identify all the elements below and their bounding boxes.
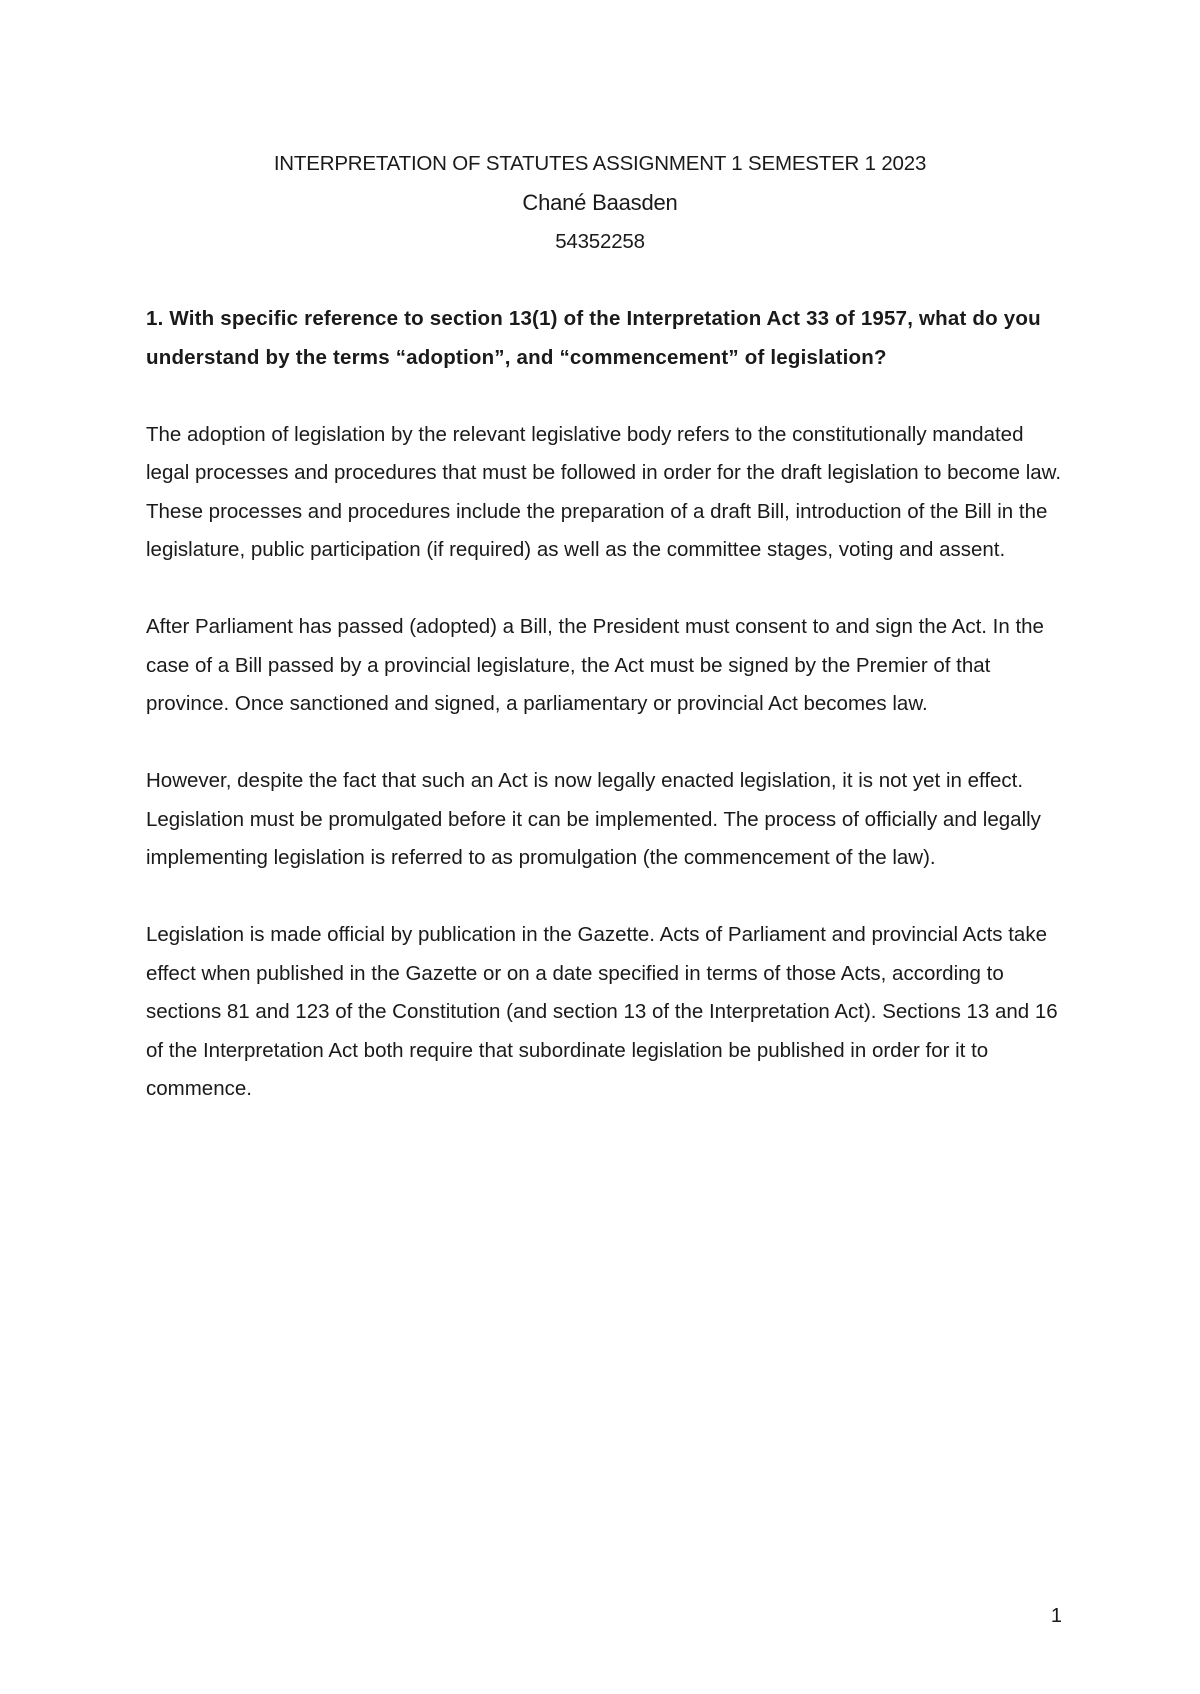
- page-number: 1: [1050, 1605, 1062, 1627]
- student-number: 54352258: [555, 230, 645, 253]
- paragraph-promulgation: However, despite the fact that such an Act is now legally enacted legislation, it is not yet in effect. Legislation must be promulgated before it can be implemented. The process of officially and legally implementing legislation is referred to as promulgation (the commencement of the law).: [146, 769, 1041, 869]
- question-heading: 1. With specific reference to section 13(1) of the Interpretation Act 33 of 1957, what do you understand by the terms “adoption”, and “commencement” of legislation?: [146, 307, 1041, 369]
- document-header: [0, 144, 1200, 261]
- author-name: Chané Baasden: [522, 190, 678, 215]
- document-body: [146, 300, 1066, 1109]
- paragraph-adoption: The adoption of legislation by the relevant legislative body refers to the constitutionally mandated legal processes and procedures that must be followed in order for the draft legislation to become law. These processes and procedures include the preparation of a draft Bill, introduction of the Bill in the legislature, public participation (if required) as well as the committee stages, voting and assent.: [146, 422, 1062, 561]
- document-title: INTERPRETATION OF STATUTES ASSIGNMENT 1 SEMESTER 1 2023: [273, 152, 927, 175]
- paragraph-assent: After Parliament has passed (adopted) a Bill, the President must consent to and sign the Act. In the case of a Bill passed by a provincial legislature, the Act must be signed by the Premier of that province. Once sanctioned and signed, a parliamentary or provincial Act becomes law.: [146, 615, 1044, 715]
- paragraph-gazette: Legislation is made official by publication in the Gazette. Acts of Parliament and provincial Acts take effect when published in the Gazette or on a date specified in terms of those Acts, according to sections 81 and 123 of the Constitution (and section 13 of the Interpretation Act). Sections 13 and 16 of the Interpretation Act both require that subordinate legislation be published in order for it to commence.: [146, 923, 1058, 1100]
